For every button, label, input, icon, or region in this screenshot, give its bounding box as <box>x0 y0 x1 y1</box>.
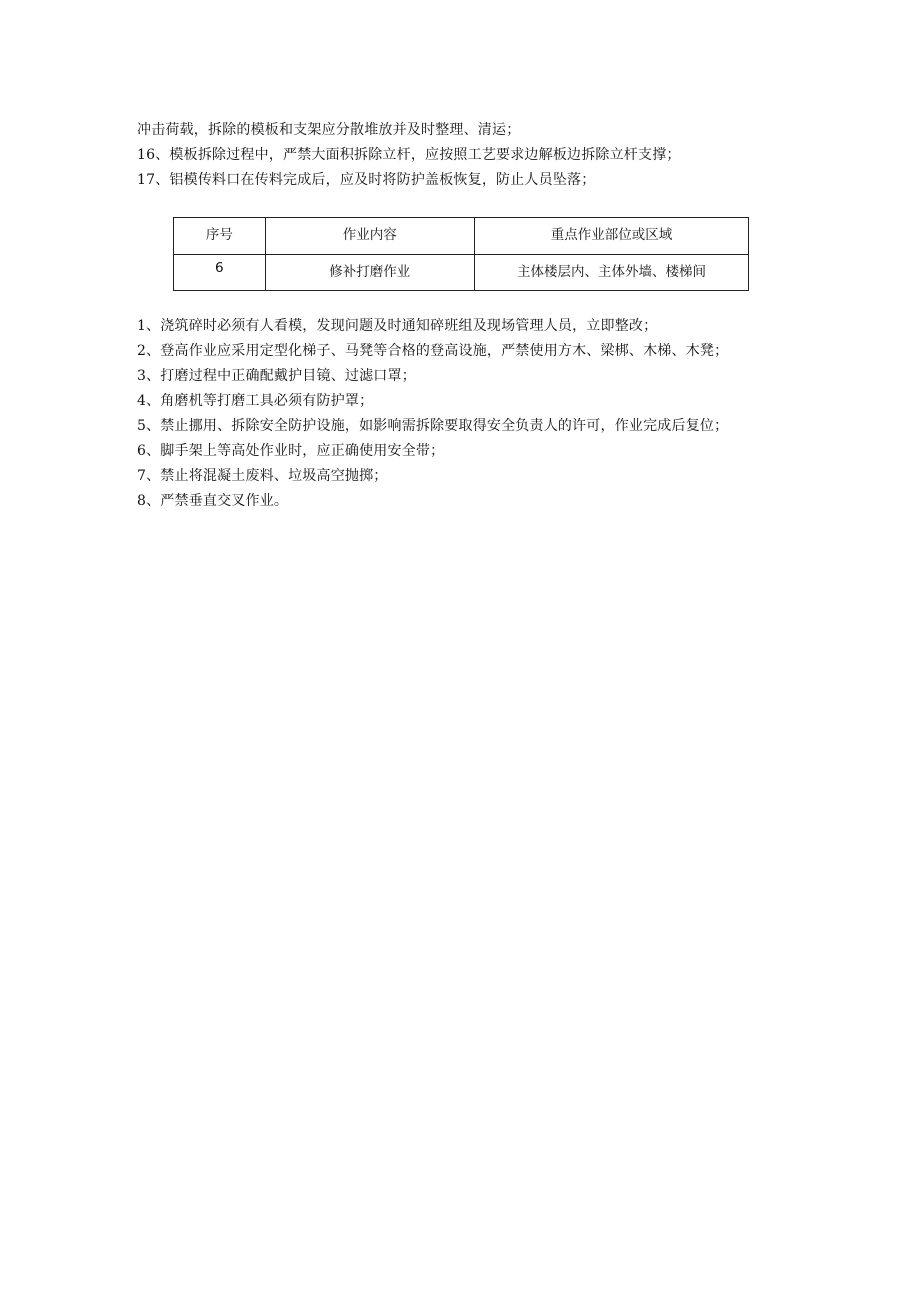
list-item: 4、角磨机等打磨工具必须有防护罩； <box>137 393 374 409</box>
cell-serial-number: 6 <box>174 255 266 291</box>
list-item: 2、登高作业应采用定型化梯子、马凳等合格的登高设施，严禁使用方木、梁梆、木梯、木凳； <box>137 343 729 359</box>
list-item: 8、严禁垂直交叉作业。 <box>137 493 289 509</box>
text-line: 17、铝模传料口在传料完成后，应及时将防护盖板恢复，防止人员坠落； <box>137 172 596 188</box>
table-row <box>174 255 749 291</box>
header-work-content: 作业内容 <box>265 218 474 255</box>
list-item: 1、浇筑碎时必须有人看模，发现问题及时通知碎班组及现场管理人员，立即整改； <box>137 318 658 334</box>
text-line: 16、模板拆除过程中，严禁大面积拆除立杆，应按照工艺要求边解板边拆除立杆支撑； <box>137 147 681 163</box>
header-serial-number: 序号 <box>174 218 266 255</box>
cell-work-content: 修补打磨作业 <box>265 255 474 291</box>
list-item: 6、脚手架上等高处作业时，应正确使用安全带； <box>137 443 445 459</box>
cell-key-area: 主体楼层内、主体外墙、楼梯间 <box>474 255 748 291</box>
list-item: 7、禁止将混凝土废料、垃圾高空抛掷； <box>137 468 388 484</box>
table-header-row <box>174 218 749 255</box>
header-key-area: 重点作业部位或区域 <box>474 218 748 255</box>
safety-rules-list <box>137 314 787 514</box>
work-content-table <box>173 217 749 291</box>
text-line: 冲击荷载，拆除的模板和支架应分散堆放并及时整理、清运； <box>137 122 521 138</box>
top-paragraph-block <box>137 118 787 193</box>
list-item: 3、打磨过程中正确配戴护目镜、过滤口罩； <box>137 368 416 384</box>
list-item: 5、禁止挪用、拆除安全防护设施，如影响需拆除要取得安全负责人的许可，作业完成后复位； <box>137 418 729 434</box>
